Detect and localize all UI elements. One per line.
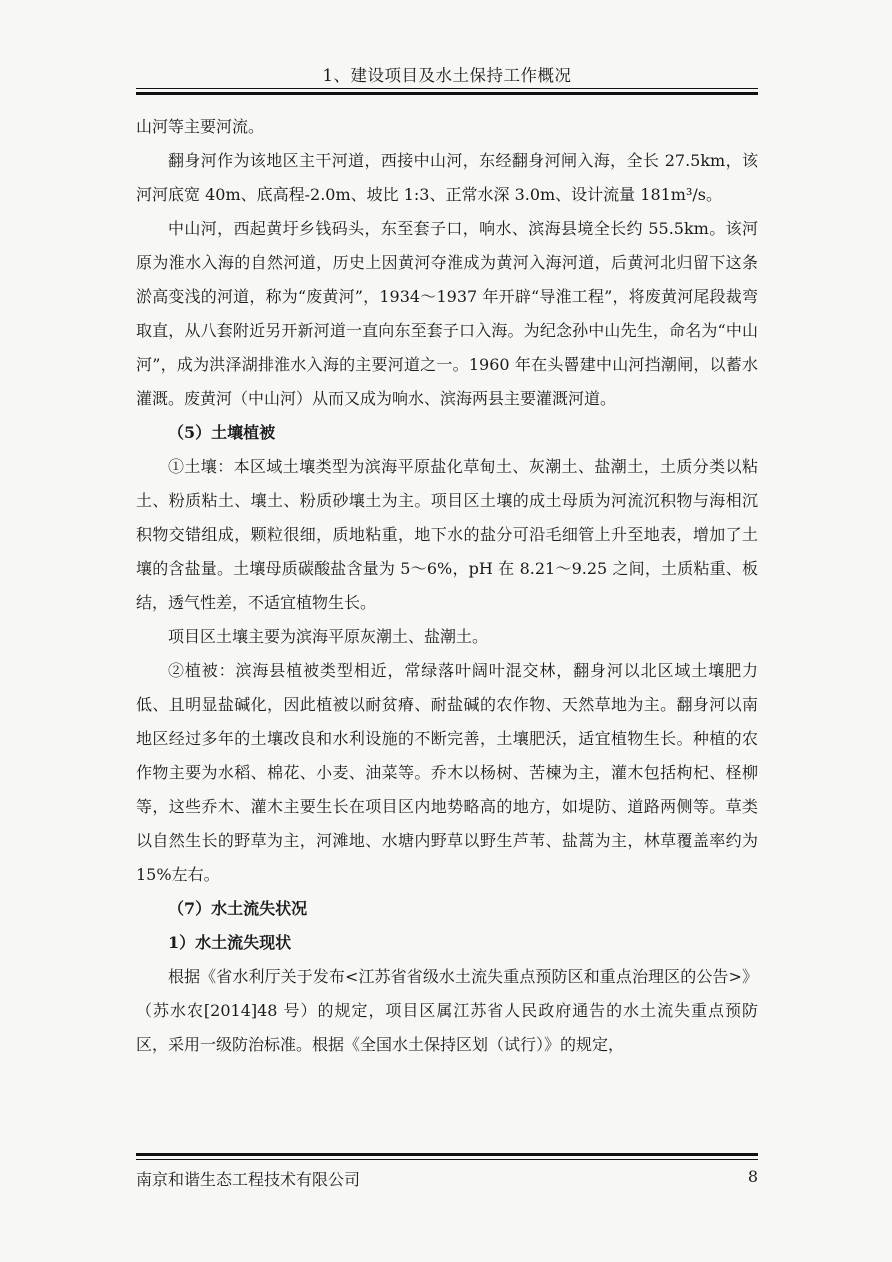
paragraph: 根据《省水利厅关于发布<江苏省省级水土流失重点预防区和重点治理区的公告>》（苏水农[2014]48 号）的规定，项目区属江苏省人民政府通告的水土流失重点预防区，采用一级防治标准。根据《全国水土保持区划（试行）》的规定， (136, 967, 758, 1054)
paragraph: 项目区土壤主要为滨海平原灰潮土、盐潮土。 (168, 627, 489, 646)
body-text (136, 110, 758, 1062)
paragraph: 中山河，西起黄圩乡钱码头，东至套子口，响水、滨海县境全长约 55.5km。该河原为淮水入海的自然河道，历史上因黄河夺淮成为黄河入海河道，后黄河北归留下这条淤高变浅的河道，称为“废黄河”，1934～1937 年开辟“导淮工程”，将废黄河尾段裁弯取直，从八套附近另开新河道一直向东至套子口入海。为纪念孙中山先生，命名为“中山河”，成为洪泽湖排淮水入海的主要河道之一。1960 年在头罾建中山河挡潮闸，以蓄水灌溉。废黄河（中山河）从而又成为响水、滨海两县主要灌溉河道。 (136, 219, 758, 408)
paragraph: ①土壤：本区域土壤类型为滨海平原盐化草甸土、灰潮土、盐潮土，土质分类以粘土、粉质粘土、壤土、粉质砂壤土为主。项目区土壤的成土母质为河流沉积物与海相沉积物交错组成，颗粒很细，质地粘重，地下水的盐分可沿毛细管上升至地表，增加了土壤的含盐量。土壤母质碳酸盐含量为 5～6%，pH 在 8.21～9.25 之间，土质粘重、板结，透气性差，不适宜植物生长。 (136, 457, 758, 612)
page-header-title: 1、建设项目及水土保持工作概况 (322, 66, 572, 85)
paragraph: 翻身河作为该地区主干河道，西接中山河，东经翻身河闸入海，全长 27.5km，该河河底宽 40m、底高程-2.0m、坡比 1:3、正常水深 3.0m、设计流量 181m³/s。 (136, 151, 758, 204)
footer-rule-thin (136, 1159, 758, 1160)
section-heading: （5）土壤植被 (168, 423, 276, 442)
section-heading: （7）水土流失状况 (168, 899, 308, 918)
paragraph: ②植被：滨海县植被类型相近，常绿落叶阔叶混交林，翻身河以北区域土壤肥力低、且明显盐碱化，因此植被以耐贫瘠、耐盐碱的农作物、天然草地为主。翻身河以南地区经过多年的土壤改良和水利设施的不断完善，土壤肥沃，适宜植物生长。种植的农作物主要为水稻、棉花、小麦、油菜等。乔木以杨树、苦楝为主，灌木包括枸杞、柽柳等，这些乔木、灌木主要生长在项目区内地势略高的地方，如堤防、道路两侧等。草类以自然生长的野草为主，河滩地、水塘内野草以野生芦苇、盐蒿为主，林草覆盖率约为 15%左右。 (136, 661, 758, 884)
header-rule-thick (136, 92, 758, 95)
subsection-heading: 1）水土流失现状 (168, 933, 292, 952)
page-number: 8 (747, 1167, 758, 1186)
footer-rule-thick (136, 1153, 758, 1156)
paragraph: 山河等主要河流。 (136, 117, 265, 136)
header-rule-thin (136, 88, 758, 89)
footer-company-name: 南京和谐生态工程技术有限公司 (136, 1170, 361, 1189)
